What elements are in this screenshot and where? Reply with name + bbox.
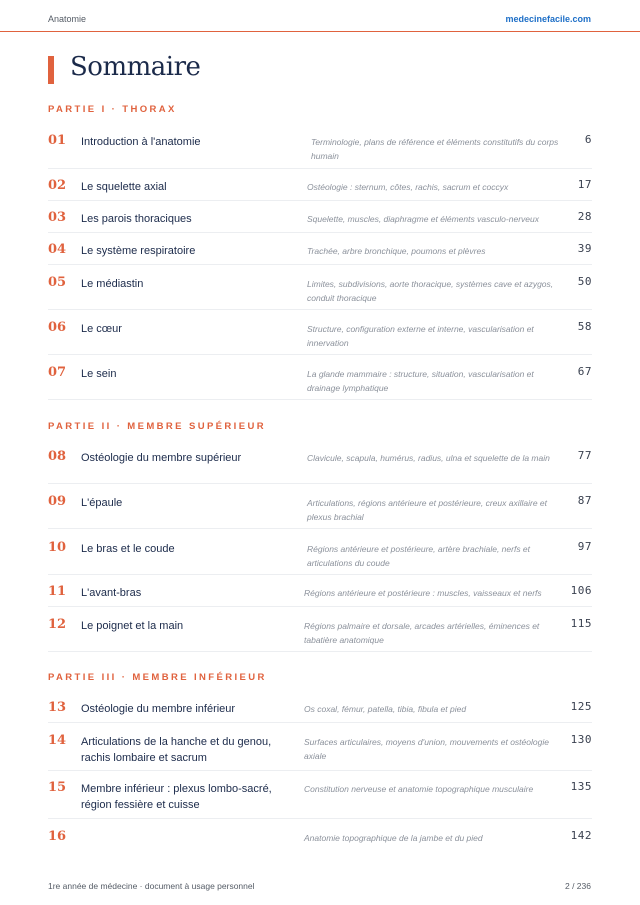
chapter-page: 130: [570, 733, 592, 746]
toc-entry[interactable]: [48, 210, 592, 233]
chapter-page: 142: [570, 829, 592, 842]
chapter-page: 77: [577, 449, 592, 462]
chapter-page: 87: [577, 494, 592, 507]
chapter-number: 14: [48, 733, 67, 748]
chapter-number: 10: [48, 540, 67, 555]
chapter-title: Ostéologie du membre supérieur: [81, 452, 242, 464]
chapter-description: Clavicule, scapula, humérus, radius, ulna et squelette de la main: [307, 453, 550, 463]
toc-entry[interactable]: [48, 449, 592, 484]
chapter-number: 12: [48, 617, 67, 632]
chapter-page: 58: [577, 320, 592, 333]
toc-entry[interactable]: [48, 540, 592, 575]
chapter-number: 03: [48, 210, 67, 225]
page-counter: 2 / 236: [565, 881, 591, 891]
chapter-page: 28: [577, 210, 592, 223]
chapter-title: Le bras et le coude: [81, 543, 175, 555]
toc-entry[interactable]: [48, 617, 592, 652]
chapter-description: Régions palmaire et dorsale, arcades artérielles, éminences et tabatière anatomique: [304, 621, 540, 645]
chapter-title: Le système respiratoire: [81, 245, 196, 257]
chapter-title: Le squelette axial: [81, 181, 167, 193]
chapter-description: Ostéologie : sternum, côtes, rachis, sacrum et coccyx: [307, 182, 509, 192]
chapter-description: Articulations, régions antérieure et postérieure, creux axillaire et plexus brachial: [307, 498, 548, 522]
chapter-description: Os coxal, fémur, patella, tibia, fibula et pied: [304, 704, 467, 714]
chapter-number: 15: [48, 780, 67, 795]
chapter-title: Le cœur: [81, 323, 122, 335]
toc-entry[interactable]: [48, 829, 592, 851]
chapter-title: Le poignet et la main: [81, 620, 184, 632]
chapter-description: Surfaces articulaires, moyens d'union, mouvements et ostéologie axiale: [304, 737, 549, 761]
toc-entry[interactable]: [48, 275, 592, 310]
chapter-description: Constitution nerveuse et anatomie topographique musculaire: [304, 784, 534, 794]
chapter-number: 07: [48, 365, 67, 380]
chapter-description: La glande mammaire : structure, situation, vascularisation et drainage lymphatique: [307, 369, 534, 393]
chapter-page: 125: [570, 700, 592, 713]
chapter-number: 06: [48, 320, 67, 335]
toc-entry[interactable]: [48, 242, 592, 265]
chapter-title: Articulations de la hanche et du genou, rachis lombaire et sacrum: [81, 736, 272, 764]
page-title: Sommaire: [70, 52, 201, 82]
chapter-number: 16: [48, 829, 67, 844]
chapter-description: Régions antérieure et postérieure, artère brachiale, nerfs et articulations du coude: [307, 544, 531, 568]
chapter-description: Squelette, muscles, diaphragme et éléments vasculo-nerveux: [307, 214, 539, 224]
toc-entry[interactable]: [48, 780, 592, 819]
chapter-number: 13: [48, 700, 67, 715]
chapter-page: 6: [584, 133, 592, 146]
chapter-page: 97: [577, 540, 592, 553]
toc-entry[interactable]: [48, 584, 592, 607]
toc-entry[interactable]: [48, 494, 592, 529]
page-header: [0, 0, 640, 32]
header-site-link[interactable]: medecinefacile.com: [505, 14, 591, 24]
header-section-label: Anatomie: [48, 14, 87, 24]
footer-note: 1re année de médecine · document à usage personnel: [48, 881, 255, 891]
chapter-title: Le médiastin: [81, 278, 144, 290]
toc-entry[interactable]: [48, 178, 592, 201]
chapter-title: Ostéologie du membre inférieur: [81, 703, 236, 715]
toc-entry[interactable]: [48, 133, 592, 169]
chapter-description: Terminologie, plans de référence et éléments constitutifs du corps humain: [311, 137, 559, 161]
chapter-number: 08: [48, 449, 67, 464]
part-heading: PARTIE III · MEMBRE INFÉRIEUR: [48, 672, 267, 683]
title-accent-bar: [48, 56, 54, 84]
part-heading: PARTIE I · THORAX: [48, 104, 177, 115]
chapter-description: Structure, configuration externe et interne, vascularisation et innervation: [307, 324, 534, 348]
toc-entry[interactable]: [48, 733, 592, 771]
chapter-title: Les parois thoraciques: [81, 213, 192, 225]
chapter-title: L'épaule: [81, 497, 123, 509]
chapter-page: 39: [577, 242, 592, 255]
toc-entry[interactable]: [48, 320, 592, 355]
chapter-page: 106: [570, 584, 592, 597]
chapter-title: Membre inférieur : plexus lombo-sacré, région fessière et cuisse: [81, 783, 272, 811]
chapter-title: L'avant-bras: [81, 587, 142, 599]
chapter-description: Limites, subdivisions, aorte thoracique, systèmes cave et azygos, conduit thoracique: [307, 279, 554, 303]
chapter-description: Régions antérieure et postérieure : muscles, vaisseaux et nerfs: [304, 588, 542, 598]
chapter-page: 115: [570, 617, 592, 630]
part-heading: PARTIE II · MEMBRE SUPÉRIEUR: [48, 421, 266, 432]
chapter-page: 135: [570, 780, 592, 793]
chapter-page: 67: [577, 365, 592, 378]
chapter-number: 05: [48, 275, 67, 290]
toc-entry[interactable]: [48, 365, 592, 400]
toc-entry[interactable]: [48, 700, 592, 723]
chapter-title: Introduction à l'anatomie: [81, 136, 201, 148]
chapter-number: 09: [48, 494, 67, 509]
chapter-number: 04: [48, 242, 67, 257]
chapter-title: Le sein: [81, 368, 117, 380]
chapter-description: Anatomie topographique de la jambe et du pied: [304, 833, 483, 843]
chapter-page: 50: [577, 275, 592, 288]
chapter-number: 11: [48, 584, 67, 599]
chapter-number: 01: [48, 133, 67, 148]
chapter-page: 17: [577, 178, 592, 191]
chapter-description: Trachée, arbre bronchique, poumons et plèvres: [307, 246, 486, 256]
chapter-number: 02: [48, 178, 67, 193]
